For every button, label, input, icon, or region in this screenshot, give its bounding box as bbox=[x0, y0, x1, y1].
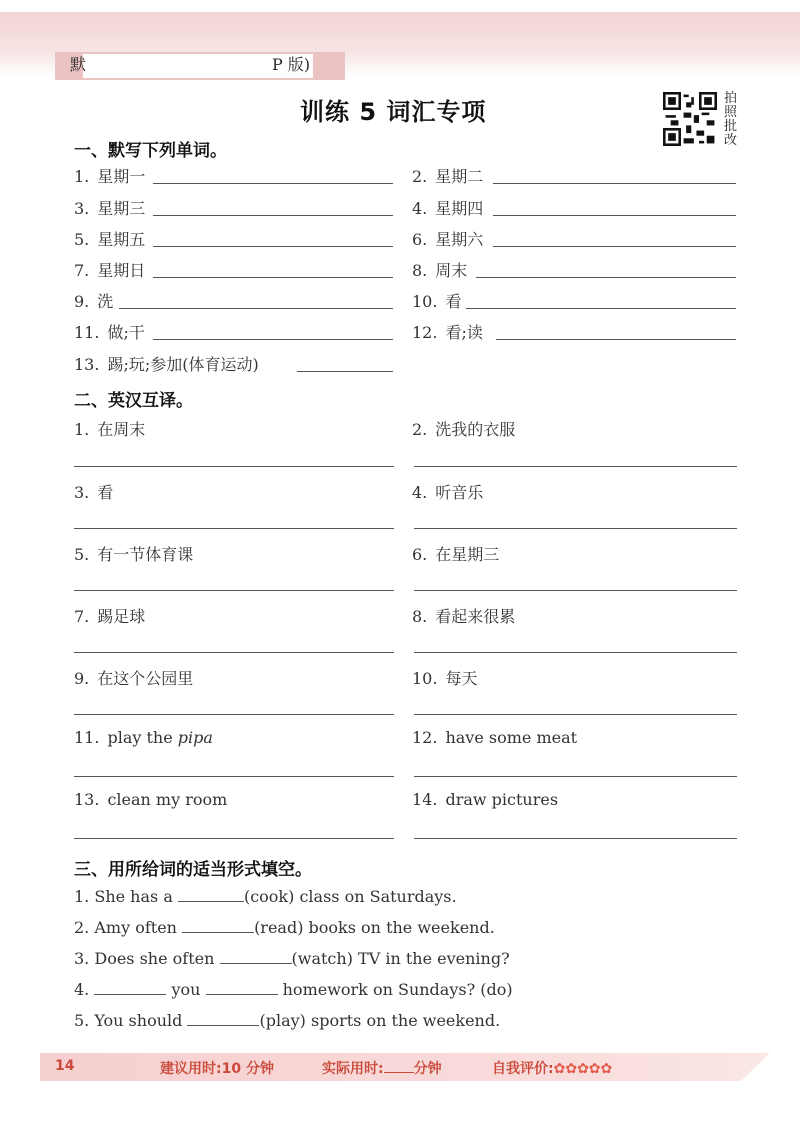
s1-answer-line-4[interactable] bbox=[493, 215, 736, 216]
s3-blank-5[interactable] bbox=[187, 1011, 259, 1026]
s2-item-9: 9. 在这个公园里 bbox=[74, 669, 194, 688]
s1-answer-line-3[interactable] bbox=[153, 215, 393, 216]
s1-answer-line-5[interactable] bbox=[153, 246, 393, 247]
s2-item-2: 2. 洗我的衣服 bbox=[412, 420, 516, 439]
s1-item-8: 8. 周末 bbox=[412, 261, 468, 280]
s1-answer-line-6[interactable] bbox=[493, 246, 736, 247]
s3-item-4: 4. you homework on Sundays? (do) bbox=[74, 980, 513, 999]
suggested-time: 建议用时:10 分钟 bbox=[160, 1061, 274, 1077]
s2-answer-line-10[interactable] bbox=[414, 714, 737, 715]
s2-item-1: 1. 在周末 bbox=[74, 420, 146, 439]
s1-item-2: 2. 星期二 bbox=[412, 167, 484, 186]
s2-answer-line-6[interactable] bbox=[414, 590, 737, 591]
s3-item-3: 3. Does she often (watch) TV in the evening? bbox=[74, 949, 510, 968]
s2-item-12: 12. have some meat bbox=[412, 728, 578, 747]
s1-answer-line-13[interactable] bbox=[297, 371, 393, 372]
s3-item-2: 2. Amy often (read) books on the weekend. bbox=[74, 918, 495, 937]
s1-answer-line-7[interactable] bbox=[153, 277, 393, 278]
s1-item-10: 10. 看 bbox=[412, 292, 462, 311]
s3-item-5: 5. You should (play) sports on the weekend. bbox=[74, 1011, 501, 1030]
s1-item-6: 6. 星期六 bbox=[412, 230, 484, 249]
s2-item-10: 10. 每天 bbox=[412, 669, 478, 688]
header-band bbox=[0, 12, 800, 76]
s3-blank-4b[interactable] bbox=[206, 980, 278, 995]
s1-answer-line-12[interactable] bbox=[496, 339, 736, 340]
s2-answer-line-7[interactable] bbox=[74, 652, 394, 653]
s2-answer-line-2[interactable] bbox=[414, 466, 737, 467]
s3-blank-2[interactable] bbox=[182, 918, 254, 933]
s2-answer-line-4[interactable] bbox=[414, 528, 737, 529]
qr-label: 拍照批改 bbox=[724, 91, 738, 148]
self-evaluation: 自我评价:✿✿✿✿✿ bbox=[492, 1061, 613, 1077]
s1-item-9: 9. 洗 bbox=[74, 292, 114, 311]
s2-answer-line-3[interactable] bbox=[74, 528, 394, 529]
header-char-left: 默 bbox=[70, 55, 87, 74]
s1-answer-line-1[interactable] bbox=[153, 183, 393, 184]
s2-item-14: 14. draw pictures bbox=[412, 790, 559, 809]
s1-answer-line-8[interactable] bbox=[476, 277, 736, 278]
s2-answer-line-5[interactable] bbox=[74, 590, 394, 591]
s2-item-7: 7. 踢足球 bbox=[74, 607, 146, 626]
s1-item-4: 4. 星期四 bbox=[412, 199, 484, 218]
rating-stars-icon[interactable]: ✿✿✿✿✿ bbox=[553, 1061, 613, 1077]
s2-answer-line-8[interactable] bbox=[414, 652, 737, 653]
s2-item-11: 11. play the pipa bbox=[74, 728, 213, 747]
page-number: 14 bbox=[55, 1058, 75, 1074]
s2-answer-line-11[interactable] bbox=[74, 776, 394, 777]
s2-answer-line-14[interactable] bbox=[414, 838, 737, 839]
s3-item-1: 1. She has a (cook) class on Saturdays. bbox=[74, 887, 457, 906]
section1-heading: 一、默写下列单词。 bbox=[74, 141, 227, 161]
s2-answer-line-1[interactable] bbox=[74, 466, 394, 467]
s2-answer-line-13[interactable] bbox=[74, 838, 394, 839]
s1-answer-line-9[interactable] bbox=[119, 308, 393, 309]
s3-blank-1[interactable] bbox=[178, 887, 244, 902]
section2-heading: 二、英汉互译。 bbox=[74, 391, 193, 411]
s1-item-3: 3. 星期三 bbox=[74, 199, 146, 218]
header-char-right: P 版) bbox=[272, 55, 311, 74]
s1-answer-line-2[interactable] bbox=[493, 183, 736, 184]
s2-item-8: 8. 看起来很累 bbox=[412, 607, 516, 626]
s2-item-4: 4. 听音乐 bbox=[412, 483, 484, 502]
s3-blank-3[interactable] bbox=[220, 949, 292, 964]
s1-item-5: 5. 星期五 bbox=[74, 230, 146, 249]
s1-item-1: 1. 星期一 bbox=[74, 167, 146, 186]
s1-item-7: 7. 星期日 bbox=[74, 261, 146, 280]
s2-item-5: 5. 有一节体育课 bbox=[74, 545, 194, 564]
section3-heading: 三、用所给词的适当形式填空。 bbox=[74, 860, 312, 880]
s2-answer-line-12[interactable] bbox=[414, 776, 737, 777]
s3-blank-4a[interactable] bbox=[94, 980, 166, 995]
s2-answer-line-9[interactable] bbox=[74, 714, 394, 715]
page-title: 训练 5 词汇专项 bbox=[300, 98, 487, 126]
s1-answer-line-10[interactable] bbox=[466, 308, 736, 309]
actual-time-blank[interactable] bbox=[384, 1060, 414, 1073]
s2-item-13: 13. clean my room bbox=[74, 790, 228, 809]
s1-answer-line-11[interactable] bbox=[153, 339, 393, 340]
actual-time: 实际用时: 分钟 bbox=[322, 1061, 442, 1077]
s2-item-3: 3. 看 bbox=[74, 483, 114, 502]
s1-item-11: 11. 做;干 bbox=[74, 323, 145, 342]
qr-code-icon[interactable] bbox=[663, 92, 717, 146]
s1-item-12: 12. 看;读 bbox=[412, 323, 483, 342]
s2-item-6: 6. 在星期三 bbox=[412, 545, 500, 564]
s1-item-13: 13. 踢;玩;参加(体育运动) bbox=[74, 355, 259, 374]
